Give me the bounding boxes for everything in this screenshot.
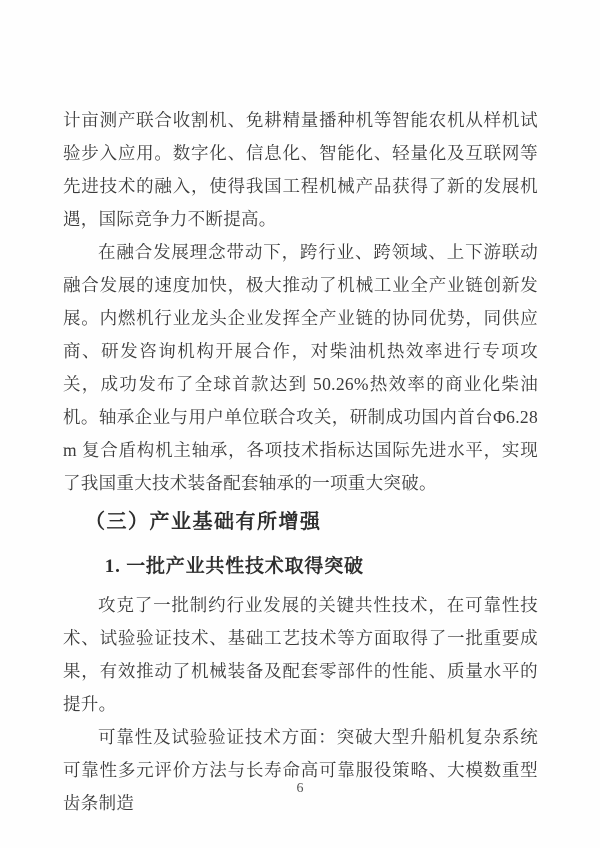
- paragraph-fusion-development: 在融合发展理念带动下，跨行业、跨领域、上下游联动融合发展的速度加快，极大推动了机械工业全产业链创新发展。内燃机行业龙头企业发挥全产业链的协同优势，同供应商、研发咨询机构开展合作，对柴油机热效率进行专项攻关，成功发布了全球首款达到 50.26%热效率的商业化柴油机。轴承企业与用户单位联合攻关，研制成功国内首台Φ6.28m 复合盾构机主轴承，各项技术指标达国际先进水平，实现了我国重大技术装备配套轴承的一项重大突破。: [63, 242, 538, 493]
- paragraph-reliability-testing: 可靠性及试验验证技术方面：突破大型升船机复杂系统可靠性多元评价方法与长寿命高可靠服役策略、大模数重型齿条制造: [63, 727, 538, 813]
- paragraph-continuation: 计亩测产联合收割机、免耕精量播种机等智能农机从样机试验步入应用。数字化、信息化、智能化、轻量化及互联网等先进技术的融入，使得我国工程机械产品获得了新的发展机遇，国际竞争力不断提高。: [63, 110, 538, 229]
- subsection-heading: 1. 一批产业共性技术取得突破: [104, 556, 364, 577]
- section-heading: （三）产业基础有所增强: [85, 511, 322, 533]
- paragraph-common-technologies: 攻克了一批制约行业发展的关键共性技术，在可靠性技术、试验验证技术、基础工艺技术等方面取得了一批重要成果，有效推动了机械装备及配套零部件的性能、质量水平的提升。: [63, 595, 538, 714]
- page-content: [63, 104, 538, 820]
- page-number: 6: [296, 781, 304, 796]
